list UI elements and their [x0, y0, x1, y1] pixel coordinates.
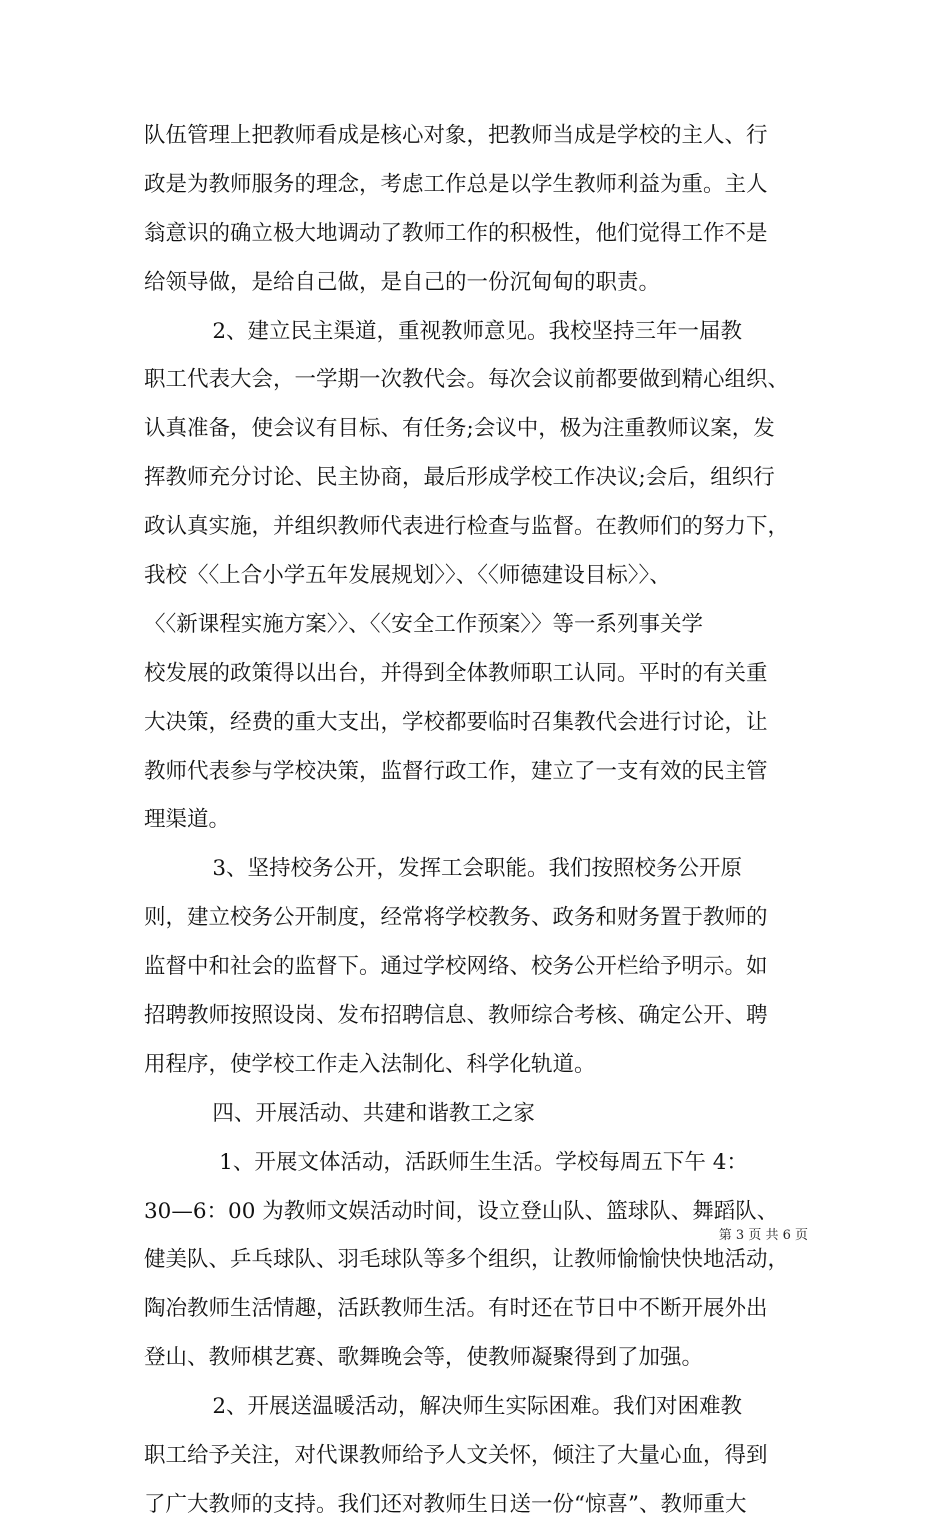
- text-line: 健美队、乒乓球队、羽毛球队等多个组织，让教师愉愉快快地活动，: [144, 1247, 790, 1273]
- text-line: 陶冶教师生活情趣，活跃教师生活。有时还在节日中不断开展外出: [144, 1296, 768, 1322]
- text-line: 则，建立校务公开制度，经常将学校教务、政务和财务置于教师的: [144, 905, 768, 931]
- text-line: 用程序，使学校工作走入法制化、科学化轨道。: [144, 1051, 596, 1077]
- text-line: 我校〈〈上合小学五年发展规划〉〉、〈〈师德建设目标〉〉、: [144, 563, 671, 589]
- text-line: 30—6：00 为教师文娱活动时间，设立登山队、篮球队、舞蹈队、: [144, 1198, 779, 1224]
- text-line: 招聘教师按照设岗、发布招聘信息、教师综合考核、确定公开、聘: [144, 1003, 768, 1029]
- text-line: 教师代表参与学校决策，监督行政工作，建立了一支有效的民主管: [144, 758, 768, 784]
- text-line: 1、开展文体活动，活跃师生生活。学校每周五下午 4：: [144, 1149, 748, 1175]
- text-line: 3、坚持校务公开，发挥工会职能。我们按照校务公开原: [144, 856, 743, 882]
- text-line: 职工给予关注，对代课教师给予人文关怀，倾注了大量心血，得到: [144, 1443, 768, 1469]
- text-line: 认真准备，使会议有目标、有任务;会议中，极为注重教师议案，发: [144, 416, 775, 442]
- section-heading: 四、开展活动、共建和谐教工之家: [144, 1100, 535, 1126]
- text-line: 职工代表大会，一学期一次教代会。每次会议前都要做到精心组织、: [144, 367, 790, 393]
- text-line: 队伍管理上把教师看成是核心对象，把教师当成是学校的主人、行: [144, 123, 768, 148]
- text-line: 给领导做，是给自己做，是自己的一份沉甸甸的职责。: [144, 269, 661, 295]
- text-line: 政认真实施，并组织教师代表进行检查与监督。在教师们的努力下，: [144, 514, 790, 540]
- text-line: 2、开展送温暖活动，解决师生实际困难。我们对困难教: [144, 1394, 743, 1420]
- text-line: 大决策，经费的重大支出，学校都要临时召集教代会进行讨论，让: [144, 709, 768, 735]
- text-line: 挥教师充分讨论、民主协商，最后形成学校工作决议;会后，组织行: [144, 465, 775, 491]
- text-line: 登山、教师棋艺赛、歌舞晚会等，使教师凝聚得到了加强。: [144, 1345, 704, 1371]
- text-line: 了广大教师的支持。我们还对教师生日送一份“惊喜”、教师重大: [144, 1491, 747, 1517]
- text-line: 校发展的政策得以出台，并得到全体教师职工认同。平时的有关重: [144, 660, 768, 686]
- text-line: 翁意识的确立极大地调动了教师工作的积极性，他们觉得工作不是: [144, 220, 768, 246]
- page-number: 第 3 页 共 6 页: [718, 1228, 808, 1243]
- text-line: 监督中和社会的监督下。通过学校网络、校务公开栏给予明示。如: [144, 954, 768, 980]
- text-line: 〈〈新课程实施方案〉〉、〈〈安全工作预案〉〉等一系列事关学: [144, 611, 704, 637]
- body-text: [144, 112, 809, 1530]
- text-line: 理渠道。: [144, 807, 231, 833]
- text-line: 2、建立民主渠道，重视教师意见。我校坚持三年一届教: [144, 318, 743, 344]
- text-line: 政是为教师服务的理念，考虑工作总是以学生教师利益为重。主人: [144, 171, 768, 197]
